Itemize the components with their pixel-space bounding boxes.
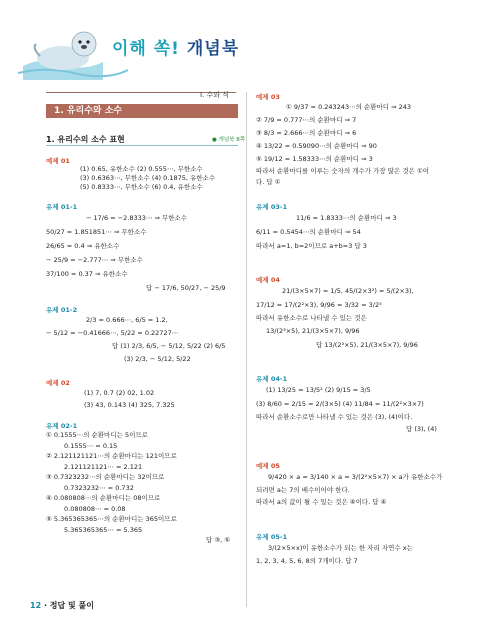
subsection-badge: ● 개념북 8쪽 [212,137,246,143]
line: 3/(2×5×x)이 유한소수가 되는 한 자리 자연수 x는 [268,544,413,552]
line: − 17/6 = −2.8333⋯ ⇒ 무한소수 [86,214,188,222]
problem-label: 예제 01 [46,157,70,165]
answer: 답 (3), (4) [406,425,437,433]
problem-label: 유제 05-1 [256,533,288,541]
line: ① 9/37 = 0.243243⋯의 순환마디 ⇒ 243 [286,103,412,111]
problem-ex01-1 [46,202,242,295]
page-footer [30,600,94,611]
answer: 다. 답 ① [256,178,281,186]
line: 6/11 = 0.5454⋯의 순환마디 ⇒ 54 [256,228,361,236]
brand-prefix: 이해 쏙! [112,39,180,59]
line: − 5/12 = −0.41666⋯, 5/22 = 0.22727⋯ [46,329,179,337]
answer: 답 13/(2³×5), 21/(3×5×7), 9/96 [316,341,418,349]
answer: 답 ③, ⑤ [206,536,231,544]
line: 11/6 = 1.8333⋯의 순환마디 ⇒ 3 [296,214,397,222]
line: ③ 0.7323232⋯의 순환마디는 32이므로 [46,473,165,481]
line: ⑤ 19/12 = 1.58333⋯의 순환마디 ⇒ 3 [256,155,373,163]
line: (5) 0.8333⋯, 무한소수 (6) 0.4, 유한소수 [80,183,203,191]
problem-ex03 [256,92,456,188]
line: ② 2.121121121⋯의 순환마디는 121이므로 [46,452,177,460]
problem-label: 유제 02-1 [46,422,78,430]
line: 2.121121121⋯ = 2.1̇21̇ [64,462,143,471]
problem-ex02-1 [46,421,242,546]
footer-text: · 정답 및 풀이 [43,601,94,610]
line: 되려면 a는 7의 배수이어야 한다. [256,486,350,494]
problem-label: 유제 01-2 [46,306,78,314]
problem-label: 예제 05 [256,462,280,470]
line: (3) 43, 0.14̇3̇ (4) 325, 7.3̇25̇ [84,401,175,409]
problem-label: 유제 01-1 [46,203,78,211]
line: 13/(2³×5), 21/(3×5×7), 9/96 [266,327,360,335]
line: ③ 8/3 = 2.666⋯의 순환마디 ⇒ 6 [256,129,357,137]
problem-ex03-1 [256,202,456,253]
line: 2/3 = 0.666⋯, 6/5 = 1.2, [86,316,168,324]
problem-label: 예제 04 [256,276,280,284]
problem-ex01-2 [46,305,242,366]
problem-ex01 [46,156,242,192]
line: (1) 13/25 = 13/5² (2) 9/15 = 3/5 [266,386,371,394]
problem-ex05 [256,461,456,508]
problem-ex02 [46,378,242,411]
subsection-title: 1. 유리수의 소수 표현 [46,135,125,144]
answer: (3) 2/3, − 5/12, 5/22 [124,355,191,363]
line: 따라서 순환소수로만 나타낼 수 있는 것은 (3), (4)이다. [256,413,413,421]
line: (3) 8/60 = 2/15 = 2/(3×5) (4) 11/84 = 11/(2²×3×7) [256,400,424,408]
line: (1) 7, 0.7̇ (2) 02, 1.0̇2̇ [84,389,155,397]
line: 따라서 a의 값이 될 수 있는 것은 ④이다. 답 ④ [256,498,387,506]
line: 21/(3×5×7) = 1/5, 45/(2×3²) = 5/(2×3), [282,287,414,295]
line: (3) 0.6363⋯, 무한소수 (4) 0.1875, 유한소수 [80,174,216,182]
line: ② 7/9 = 0.777⋯의 순환마디 ⇒ 7 [256,116,357,124]
line: (1) 0.65, 유한소수 (2) 0.555⋯, 무한소수 [80,165,203,173]
subsection-divider [46,145,238,146]
line: ④ 0.080808⋯의 순환마디는 08이므로 [46,494,161,502]
line: ① 0.1555⋯의 순환마디는 5이므로 [46,431,148,439]
problem-label: 유제 04-1 [256,375,288,383]
section-title-bar: 1. 유리수와 소수 [46,104,238,118]
problem-label: 유제 03-1 [256,203,288,211]
line: − 25/9 = −2.777⋯ ⇒ 무한소수 [46,256,143,264]
answer: 답 (1) 2/3, 6/5, − 5/12, 5/22 (2) 6/5 [112,342,226,350]
line: 5.365365365⋯ = 5.3̇65̇ [64,525,143,534]
line: 50/27 = 1.851851⋯ ⇒ 무한소수 [46,228,147,236]
line: 37/100 = 0.37 ⇒ 유한소수 [46,270,128,278]
problem-ex05-1 [256,532,456,567]
page-number: 12 [30,601,42,610]
line: 따라서 a=1, b=2이므로 a+b=3 답 3 [256,242,367,250]
line: 1, 2, 3, 4, 5, 6, 8의 7개이다. 답 7 [256,557,358,565]
brand-main: 개념북 [186,39,240,59]
problem-label: 예제 03 [256,93,280,101]
right-column [256,92,456,567]
line: 따라서 유한소수로 나타낼 수 있는 것은 [256,314,367,322]
line: ⑤ 5.365365365⋯의 순환마디는 365이므로 [46,515,177,523]
left-column [46,156,242,546]
line: 17/12 = 17/(2²×3), 9/96 = 3/32 = 3/2⁵ [256,301,382,309]
problem-label: 예제 02 [46,379,70,387]
brand-title [112,34,239,59]
line: 0.7323232⋯ = 0.73̇2̇ [64,483,134,492]
line: 26/65 = 0.4 ⇒ 유한소수 [46,242,120,250]
chapter-tag: Ⅰ. 수와 식 [200,91,230,99]
line: 9/420 × a = 3/140 × a = 3/(2²×5×7) × a가 유한소수가 [268,473,443,481]
problem-ex04 [256,275,456,352]
line: 따라서 순환마디를 이루는 숫자의 개수가 가장 많은 것은 ①이 [256,167,430,175]
answer: 답 − 17/6, 50/27, − 25/9 [146,284,226,292]
column-divider [246,92,247,607]
line: 0.080808⋯ = 0.0̇8̇ [64,504,126,513]
line: ④ 13/22 = 0.59090⋯의 순환마디 ⇒ 90 [256,142,377,150]
problem-ex04-1 [256,374,456,435]
line: 0.1555⋯ = 0.15̇ [64,441,118,450]
